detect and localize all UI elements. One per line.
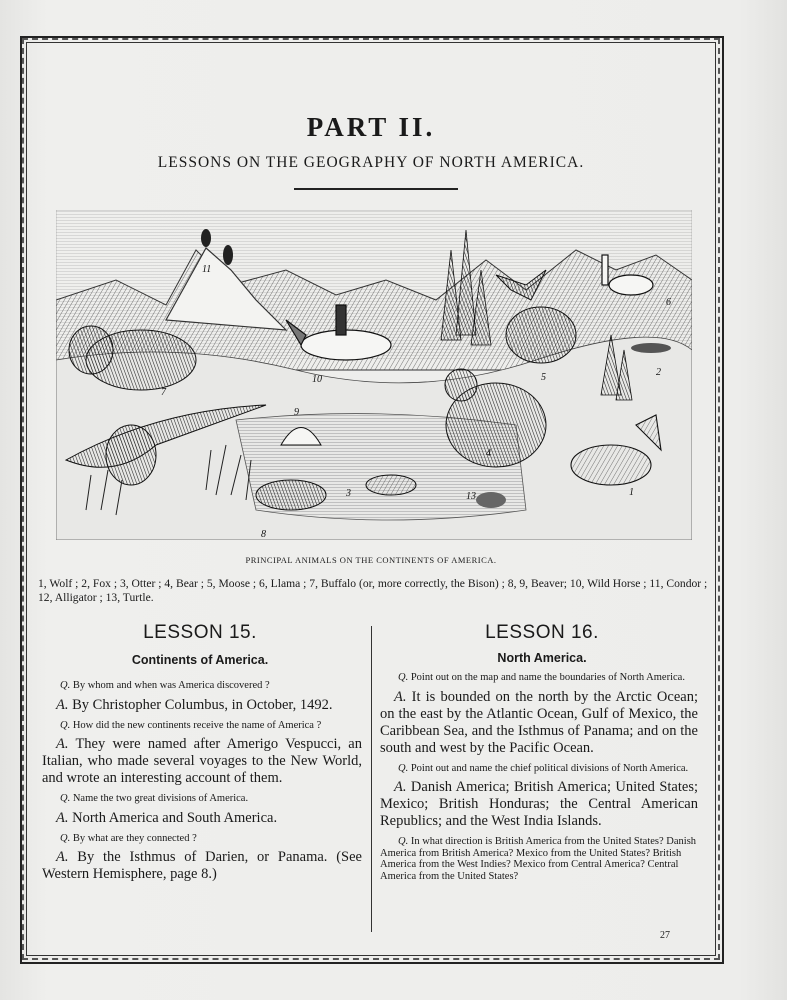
number-7: 7 bbox=[161, 387, 166, 398]
answer: A. It is bounded on the north by the Arctic Ocean; on the east by the Atlantic Ocean, Gulf of Mexico, the Caribbean Sea, and the Isthmus of Panama; and on the south and west by the Pacific Ocean. bbox=[380, 688, 698, 756]
animals-illustration bbox=[56, 210, 692, 540]
lesson-15-subheading: Continents of America. bbox=[131, 653, 269, 667]
lesson-16-heading: LESSON 16. bbox=[485, 622, 599, 643]
answer: A. They were named after Amerigo Vespucci, an Italian, who made several voyages to the New World, and wrote an interesting account of them. bbox=[42, 736, 362, 786]
question: Q. Name the two great divisions of America. bbox=[60, 793, 249, 804]
answer: A. By Christopher Columbus, in October, 1492. bbox=[56, 696, 333, 713]
lesson-16-body bbox=[380, 672, 698, 887]
number-1: 1 bbox=[629, 487, 634, 498]
page-number: 27 bbox=[660, 930, 670, 941]
number-10: 10 bbox=[312, 374, 322, 385]
question: Q. Point out and name the chief political divisions of North America. bbox=[398, 762, 689, 774]
part-title: PART II. bbox=[306, 112, 436, 142]
lesson-15-heading: LESSON 15. bbox=[143, 622, 257, 643]
number-5: 5 bbox=[541, 372, 546, 383]
number-6: 6 bbox=[666, 297, 671, 308]
question: Q. How did the new continents receive the name of America ? bbox=[60, 719, 322, 731]
lesson-16-subheading: North America. bbox=[497, 651, 587, 665]
answer: A. Danish America; British America; United States; Mexico; British Honduras; the Central American Republics; and the West India Islands. bbox=[380, 779, 698, 829]
illustration-caption: PRINCIPAL ANIMALS ON THE CONTINENTS OF AMERICA. bbox=[245, 555, 497, 565]
number-13: 13 bbox=[466, 491, 476, 502]
section-subtitle: LESSONS ON THE GEOGRAPHY OF NORTH AMERICA. bbox=[157, 154, 585, 171]
question: Q. In what direction is British America from the United States? Danish America from British America? Mexico from the United States? British America from the West Indies? Mexico from Central America? Central America from the United States? bbox=[380, 836, 697, 882]
question: Q. By whom and when was America discovered ? bbox=[60, 680, 270, 691]
beaver bbox=[256, 480, 326, 510]
otter bbox=[366, 475, 416, 495]
number-2: 2 bbox=[656, 367, 661, 378]
number-9: 9 bbox=[294, 407, 299, 418]
fox bbox=[631, 343, 671, 353]
lesson-15-body bbox=[42, 680, 362, 889]
number-11: 11 bbox=[202, 264, 212, 275]
turtle bbox=[476, 492, 506, 508]
animal-legend: 1, Wolf ; 2, Fox ; 3, Otter ; 4, Bear ; 5, Moose ; 6, Llama ; 7, Buffalo (or, more correctly, the Bison) ; 8, 9, Beaver; 10, Wild Horse ; 11, Condor ; 12, Alligator ; 13, Turtle. bbox=[38, 577, 708, 604]
number-4: 4 bbox=[486, 448, 491, 459]
column-divider bbox=[371, 626, 372, 932]
question: Q. Point out on the map and name the boundaries of North America. bbox=[398, 672, 685, 683]
answer: A. By the Isthmus of Darien, or Panama. (See Western Hemisphere, page 8.) bbox=[42, 849, 362, 882]
question: Q. By what are they connected ? bbox=[60, 832, 197, 844]
title-rule bbox=[294, 188, 458, 190]
answer: A. North America and South America. bbox=[56, 809, 278, 826]
number-3: 3 bbox=[346, 488, 351, 499]
number-8: 8 bbox=[261, 529, 266, 540]
